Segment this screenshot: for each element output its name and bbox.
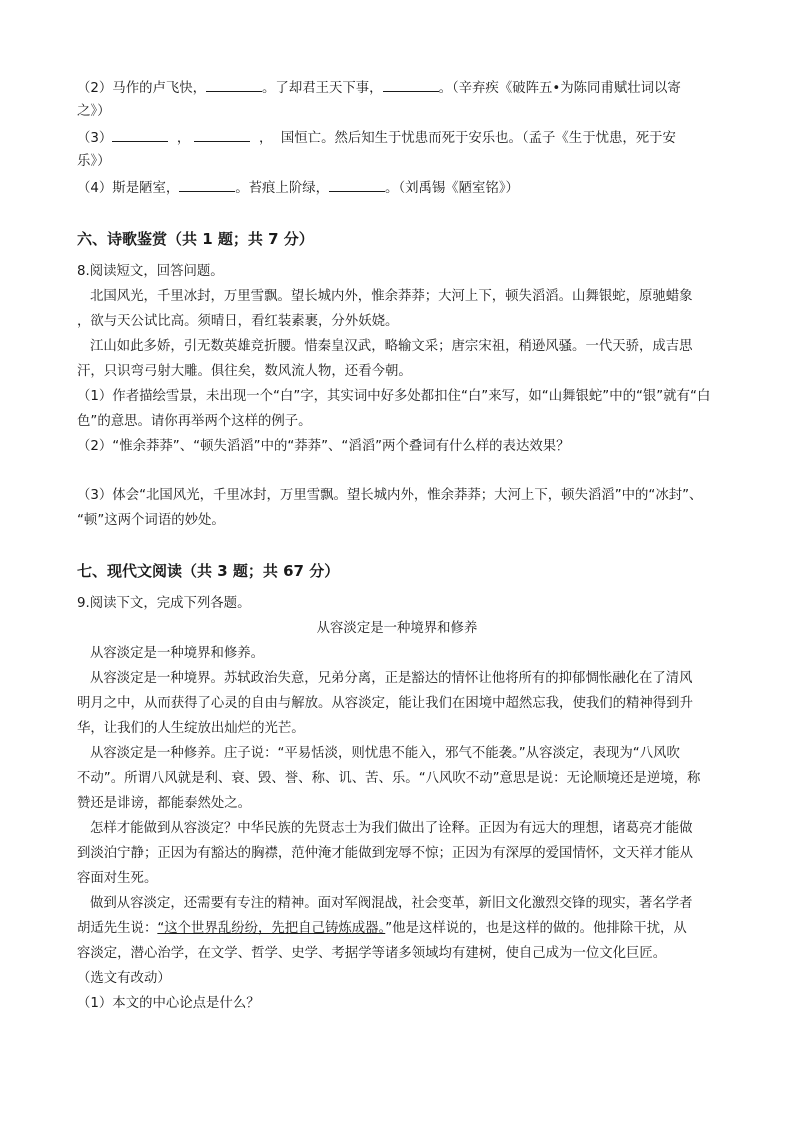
poem-line: ，欲与天公试比高。须晴日，看红装素裹，分外妖娆。 [77, 314, 399, 329]
poem-line: 汗，只识弯弓射大雕。俱往矣，数风流人物，还看今朝。 [77, 364, 412, 379]
fill-in-blank[interactable] [329, 177, 385, 192]
q9-sub1: （1）本文的中心论点是什么？ [77, 996, 260, 1011]
article-line: 华，让我们的人生绽放出灿烂的光芒。 [77, 721, 305, 736]
fill-in-blank[interactable] [112, 127, 168, 142]
article-line: 到淡泊宁静；正因为有豁达的胸襟，范仲淹才能做到宠辱不惊；正因为有深厚的爱国情怀，文天祥才能从 [77, 846, 693, 861]
article-line: 容面对生死。 [77, 871, 158, 886]
q7-part4-text-a: （4）斯是陋室， [77, 181, 180, 196]
q8-sub1-line2: 色”的意思。请你再举两个这样的例子。 [77, 414, 312, 429]
article-line: 怎样才能做到从容淡定？中华民族的先贤志士为我们做出了诠释。正因为有远大的理想，诸葛亮才能做 [90, 821, 693, 836]
q7-part3-text-c: ， [259, 131, 273, 146]
q8-sub2: （2）“惟余莽莽”、“顿失滔滔”中的“莽莽”、“滔滔”两个叠词有什么样的表达效果？ [77, 439, 570, 454]
q7-part2-text-a: （2）马作的卢飞快， [77, 81, 207, 96]
underlined-quote: “这个世界乱纷纷，先把自己铸炼成器。 [157, 921, 386, 936]
section-heading-modern-reading: 七、现代文阅读（共 3 题；共 67 分） [77, 562, 340, 580]
article-line: 从容淡定是一种境界。苏轼政治失意，兄弟分离，正是豁达的情怀让他将所有的抑郁惆怅融化在了清风 [90, 671, 693, 686]
q8-sub3-line1: （3）体会“北国风光，千里冰封，万里雪飘。望长城内外，惟余莽莽；大河上下，顿失滔滔”中的“冰封”、 [77, 488, 703, 503]
q7-part4-text-c: 。（刘禹锡《陋室铭》） [385, 181, 519, 196]
article-line: 做到从容淡定，还需要有专注的精神。面对军阀混战，社会变革，新旧文化激烈交锋的现实，著名学者 [90, 896, 693, 911]
q7-part3-text-d: 国恒亡。然后知生于忧患而死于安乐也。（孟子《生于忧患，死于安 [280, 131, 676, 146]
article-line: 不动”。所谓八风就是利、衰、毁、誉、称、讥、苦、乐。“八风吹不动”意思是说：无论顺境还是逆境，称 [77, 771, 701, 786]
q9-prompt: 9.阅读下文，完成下列各题。 [77, 596, 251, 611]
article-line: 赞还是诽谤，都能泰然处之。 [77, 796, 252, 811]
poem-line: 北国风光，千里冰封，万里雪飘。望长城内外，惟余莽莽；大河上下，顿失滔滔。山舞银蛇，原驰蜡象 [90, 289, 693, 304]
q7-part2-text-b: 。了却君王天下事， [262, 81, 383, 96]
q7-part4-text-b: 。苔痕上阶绿， [235, 181, 329, 196]
article-line: 容淡定，潜心治学，在文学、哲学、史学、考据学等诸多领域均有建树，使自己成为一位文化巨匠。 [77, 946, 667, 961]
q7-part3-line2: 乐》） [77, 154, 111, 169]
q7-part3-text-b: ， [176, 131, 191, 146]
q8-sub1-line1: （1）作者描绘雪景，未出现一个“白”字，其实词中好多处都扣住“白”来写，如“山舞银蛇”中的“银”就有“白 [77, 389, 711, 404]
fill-in-blank[interactable] [179, 177, 235, 192]
q8-prompt: 8.阅读短文，回答问题。 [77, 264, 224, 279]
article-line: 明月之中，从而获得了心灵的自由与解放。从容淡定，能让我们在困境中超然忘我，使我们的精神得到升 [77, 696, 693, 711]
q8-sub3-line2: “顿”这两个词语的妙处。 [77, 513, 225, 528]
article-line-hushi [77, 919, 687, 939]
q7-part2-line1 [77, 77, 681, 99]
fill-in-blank[interactable] [194, 127, 250, 142]
article-note: （选文有改动） [77, 971, 171, 986]
hushi-intro: 胡适先生说： [77, 921, 158, 936]
article-line: 从容淡定是一种境界和修养。 [90, 646, 265, 661]
q7-part2-text-c: 。（辛弃疾《破阵五•为陈同甫赋壮词以寄 [438, 81, 681, 96]
section-heading-poetry: 六、诗歌鉴赏（共 1 题；共 7 分） [77, 230, 314, 248]
q7-part4-line [77, 177, 519, 199]
q7-part3-text-a: （3） [77, 131, 113, 146]
fill-in-blank[interactable] [383, 77, 439, 92]
article-title: 从容淡定是一种境界和修养 [316, 621, 478, 636]
q7-part2-line2: 之》） [77, 104, 111, 119]
hushi-continuation: ”他是这样说的，也是这样的做的。他排除干扰，从 [385, 921, 687, 936]
poem-line: 江山如此多娇，引无数英雄竞折腰。惜秦皇汉武，略输文采；唐宗宋祖，稍逊风骚。一代天骄，成吉思 [90, 339, 693, 354]
q7-part3-line1 [77, 127, 676, 149]
fill-in-blank[interactable] [206, 77, 262, 92]
article-line: 从容淡定是一种修养。庄子说：“平易恬淡，则忧患不能入，邪气不能袭。”从容淡定，表现为“八风吹 [90, 746, 680, 761]
